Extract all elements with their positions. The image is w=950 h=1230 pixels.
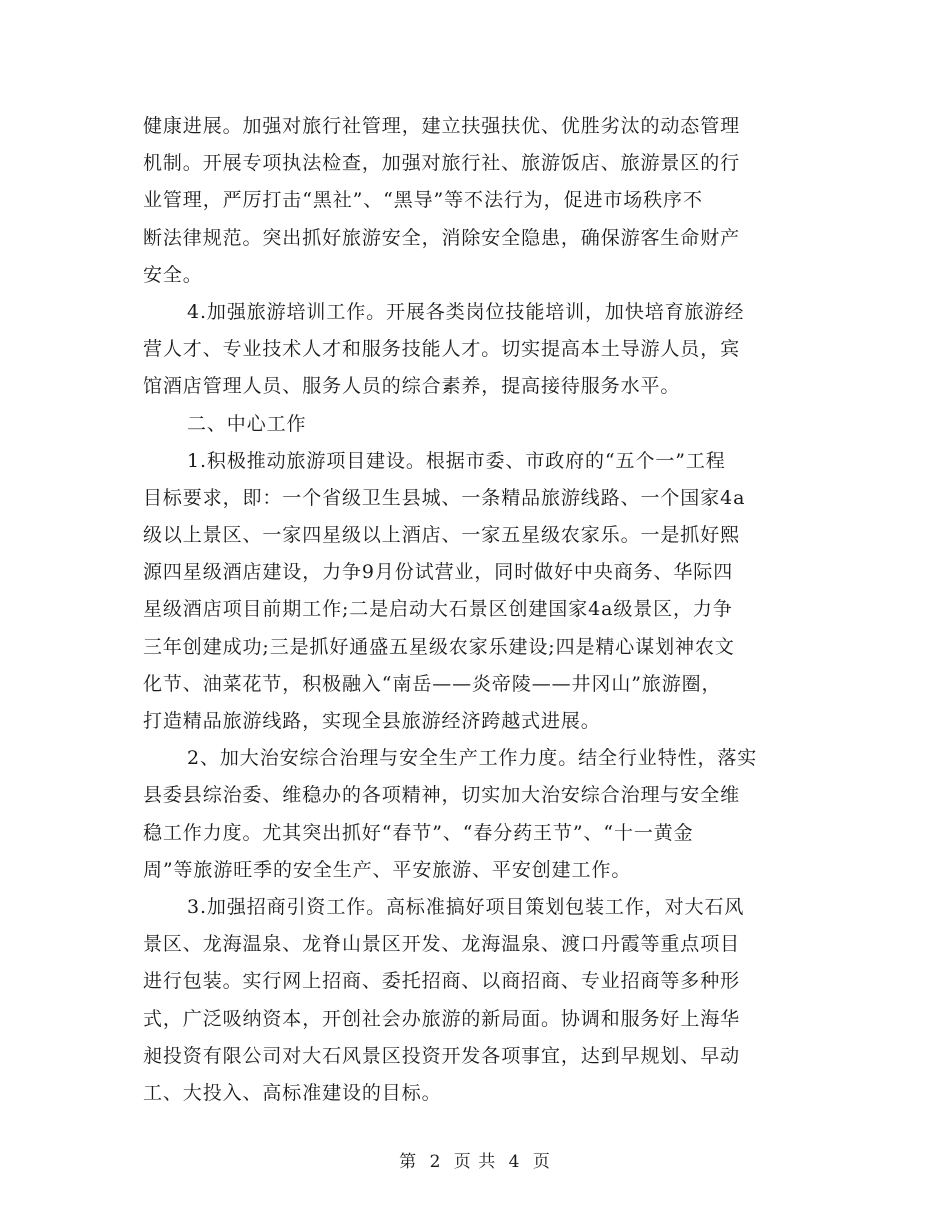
text-line: 业管理，严厉打击“黑社”、“黑导”等不法行为，促进市场秩序不 (143, 189, 703, 212)
text-line: 机制。开展专项执法检查，加强对旅行社、旅游饭店、旅游景区的行 (143, 152, 741, 175)
text-line: 级以上景区、一家四星级以上酒店、一家五星级农家乐。一是抓好熙 (143, 524, 741, 547)
text-line: 目标要求，即：一个省级卫生县城、一条精品旅游线路、一个国家4a (143, 486, 746, 509)
text-line: 工、大投入、高标准建设的目标。 (143, 1081, 442, 1104)
footer-current-page: 2 (429, 1152, 442, 1172)
text-line: 三年创建成功;三是抓好通盛五星级农家乐建设;四是精心谋划神农文 (143, 635, 735, 658)
footer-middle: 页 共 (453, 1152, 497, 1172)
text-line: 化节、油菜花节，积极融入“南岳——炎帝陵——井冈山”旅游圈， (143, 672, 722, 695)
footer-suffix: 页 (532, 1152, 551, 1172)
page-footer (0, 1147, 950, 1172)
text-line: 1.积极推动旅游项目建设。根据市委、市政府的“五个一”工程 (187, 449, 726, 472)
footer-total-pages: 4 (508, 1152, 521, 1172)
text-line: 源四星级酒店建设，力争9月份试营业，同时做好中央商务、华际四 (143, 561, 734, 584)
text-line: 式，广泛吸纳资本，开创社会办旅游的新局面。协调和服务好上海华 (143, 1007, 741, 1030)
text-line: 3.加强招商引资工作。高标准搞好项目策划包装工作，对大石风 (187, 895, 745, 918)
text-line: 4.加强旅游培训工作。开展各类岗位技能培训，加快培育旅游经 (187, 300, 745, 323)
text-line: 周”等旅游旺季的安全生产、平安旅游、平安创建工作。 (143, 858, 632, 881)
footer-prefix: 第 (399, 1152, 418, 1172)
text-line: 断法律规范。突出抓好旅游安全，消除安全隐患，确保游客生命财产 (143, 226, 741, 249)
text-line: 景区、龙海温泉、龙脊山景区开发、龙海温泉、渡口丹霞等重点项目 (143, 933, 741, 956)
text-line: 稳工作力度。尤其突出抓好“春节”、“春分药王节”、“十一黄金 (143, 821, 694, 844)
text-line: 昶投资有限公司对大石风景区投资开发各项事宜，达到早规划、早动 (143, 1044, 741, 1067)
document-body (143, 108, 807, 1112)
text-line: 星级酒店项目前期工作;二是启动大石景区创建国家4a级景区，力争 (143, 598, 733, 621)
text-line: 健康进展。加强对旅行社管理，建立扶强扶优、优胜劣汰的动态管理 (143, 115, 741, 137)
text-line: 营人才、专业技术人才和服务技能人才。切实提高本土导游人员，宾 (143, 338, 741, 361)
text-line: 2、加大治安综合治理与安全生产工作力度。结全行业特性，落实 (187, 747, 758, 770)
text-line: 安全。 (143, 263, 203, 286)
text-line: 二、中心工作 (187, 412, 307, 435)
text-line: 打造精品旅游线路，实现全县旅游经济跨越式进展。 (143, 710, 601, 732)
text-line: 县委县综治委、维稳办的各项精神，切实加大治安综合治理与安全维 (143, 784, 741, 807)
text-line: 馆酒店管理人员、服务人员的综合素养，提高接待服务水平。 (143, 375, 681, 398)
text-line: 进行包装。实行网上招商、委托招商、以商招商、专业招商等多种形 (143, 970, 741, 993)
